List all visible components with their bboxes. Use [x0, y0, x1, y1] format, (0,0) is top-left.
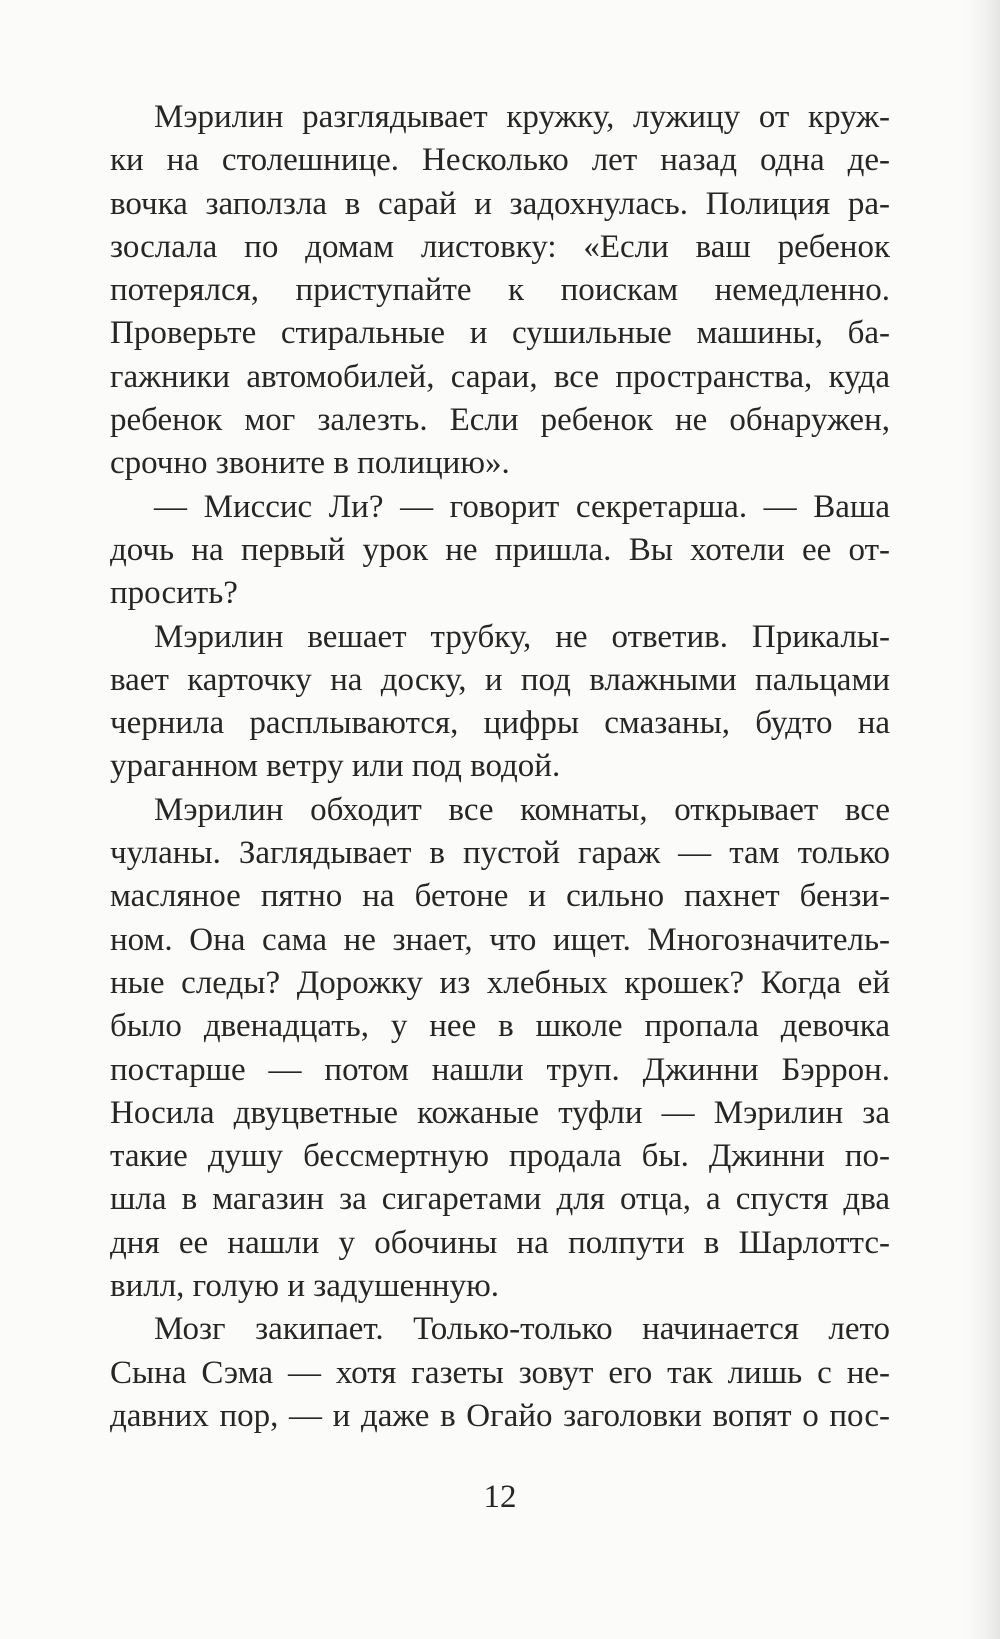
- text-line: вилл, голую и задушенную.: [110, 1268, 499, 1305]
- text-line: Мэрилин разглядывает кружку, лужицу от круж-: [154, 99, 890, 135]
- paragraph: [110, 789, 890, 1309]
- text-line: чернила расплываются, цифры смазаны, будто на: [110, 705, 890, 742]
- text-line: срочно звоните в полицию».: [110, 445, 510, 482]
- text-line: просить?: [110, 575, 238, 612]
- text-line: Носила двуцветные кожаные туфли — Мэрилин за: [110, 1094, 890, 1131]
- text-line: ураганном ветру или под водой.: [110, 748, 561, 785]
- text-line: Проверьте стиральные и сушильные машины, ба-: [110, 315, 890, 352]
- text-line: Сына Сэма — хотя газеты зовут его так лишь с не-: [110, 1354, 890, 1391]
- body-text: [110, 96, 890, 1438]
- paragraph: [110, 96, 890, 486]
- text-line: давних пор, — и даже в Огайо заголовки вопят о пос-: [110, 1397, 890, 1434]
- text-line: Мэрилин обходит все комнаты, открывает все: [154, 791, 890, 828]
- text-line: такие душу бессмертную продала бы. Джинни по-: [110, 1138, 890, 1175]
- paragraph: [110, 616, 890, 789]
- text-line: ки на столешнице. Несколько лет назад одна де-: [110, 142, 890, 179]
- text-line: ном. Она сама не знает, что ищет. Многозначитель-: [110, 921, 890, 958]
- text-line: вает карточку на доску, и под влажными пальцами: [110, 661, 890, 698]
- page-number: 12: [483, 1479, 517, 1515]
- text-line: было двенадцать, у нее в школе пропала девочка: [110, 1008, 890, 1045]
- text-line: потерялся, приступайте к поискам немедленно.: [110, 272, 890, 309]
- text-line: масляное пятно на бетоне и сильно пахнет бензи-: [110, 878, 890, 915]
- text-line: Мозг закипает. Только-только начинается лето: [154, 1311, 890, 1348]
- paragraph: [110, 1308, 890, 1438]
- text-line: чуланы. Заглядывает в пустой гараж — там только: [110, 835, 890, 872]
- paragraph: [110, 486, 890, 616]
- text-line: ные следы? Дорожку из хлебных крошек? Когда ей: [110, 964, 890, 1001]
- text-line: шла в магазин за сигаретами для отца, а спустя два: [110, 1181, 890, 1218]
- text-line: — Миссис Ли? — говорит секретарша. — Ваша: [154, 488, 890, 525]
- text-line: ребенок мог залезть. Если ребенок не обнаружен,: [110, 402, 890, 439]
- text-line: дочь на первый урок не пришла. Вы хотели ее от-: [110, 531, 890, 568]
- text-line: дня ее нашли у обочины на полпути в Шарлоттс-: [110, 1224, 890, 1261]
- page-edge-shadow: [964, 0, 1000, 1639]
- text-line: вочка заползла в сарай и задохнулась. Полиция ра-: [110, 185, 890, 222]
- text-line: гажники автомобилей, сараи, все пространства, куда: [110, 358, 890, 395]
- text-line: зослала по домам листовку: «Если ваш ребенок: [110, 228, 890, 265]
- text-line: постарше — потом нашли труп. Джинни Бэррон.: [110, 1051, 890, 1088]
- text-line: Мэрилин вешает трубку, не ответив. Прикалы-: [154, 618, 890, 655]
